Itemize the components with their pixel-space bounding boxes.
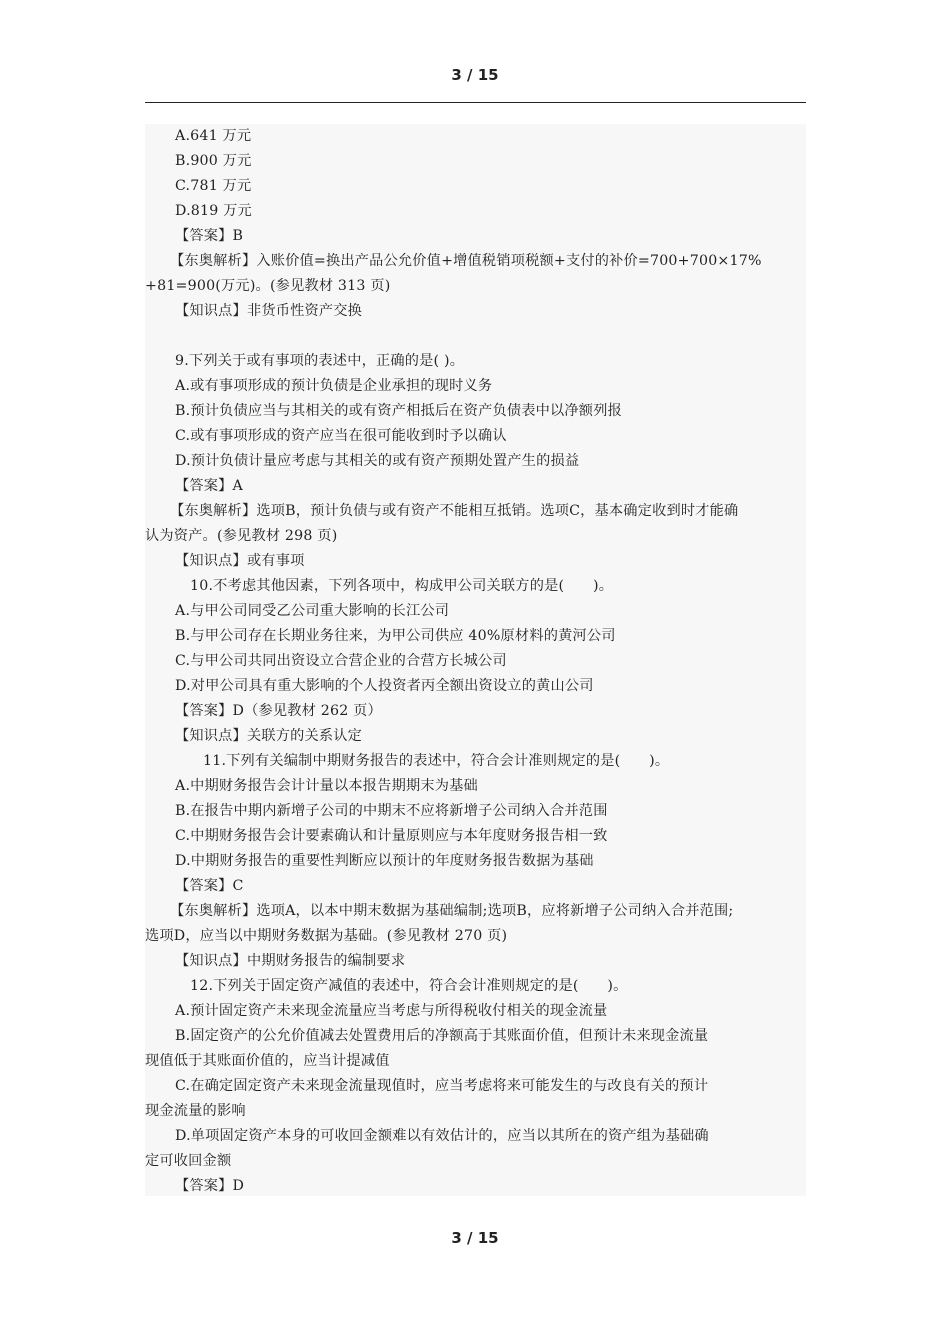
explanation-cont: 选项D，应当以中期财务数据为基础。(参见教材 270 页) <box>145 928 508 944</box>
option-b: B.在报告中期内新增子公司的中期末不应将新增子公司纳入合并范围 <box>175 803 608 819</box>
option-a: A.与甲公司同受乙公司重大影响的长江公司 <box>175 603 450 619</box>
option-c: C.或有事项形成的资产应当在很可能收到时予以确认 <box>175 428 507 444</box>
document-body <box>145 124 806 1196</box>
question-12: 12.下列关于固定资产减值的表述中，符合会计准则规定的是( )。 <box>190 978 628 994</box>
question-10: 10.不考虑其他因素，下列各项中，构成甲公司关联方的是( )。 <box>190 578 614 594</box>
option-b-cont: 现值低于其账面价值的，应当计提减值 <box>145 1053 390 1069</box>
option-c: C.在确定固定资产未来现金流量现值时，应当考虑将来可能发生的与改良有关的预计 <box>175 1078 709 1094</box>
explanation-cont: 认为资产。(参见教材 298 页) <box>145 528 338 544</box>
option-c: C.与甲公司共同出资设立合营企业的合营方长城公司 <box>175 653 507 669</box>
explanation-cont: +81=900(万元)。(参见教材 313 页) <box>145 278 391 294</box>
page-number-top: 3 / 15 <box>451 66 499 84</box>
explanation: 【东奥解析】入账价值=换出产品公允价值+增值税销项税额+支付的补价=700+700×17% <box>170 253 762 269</box>
option-a: A.中期财务报告会计计量以本报告期期末为基础 <box>175 778 478 794</box>
answer: 【答案】D（参见教材 262 页） <box>175 703 382 719</box>
option-d-cont: 定可收回金额 <box>145 1153 232 1169</box>
option-d: D.819 万元 <box>175 203 252 219</box>
header-divider <box>145 102 806 103</box>
question-11: 11.下列有关编制中期财务报告的表述中，符合会计准则规定的是( )。 <box>203 753 670 769</box>
option-d: D.预计负债计量应考虑与其相关的或有资产预期处置产生的损益 <box>175 453 580 469</box>
explanation: 【东奥解析】选项A，以本中期末数据为基础编制;选项B，应将新增子公司纳入合并范围; <box>170 903 734 919</box>
option-a: A.预计固定资产未来现金流量应当考虑与所得税收付相关的现金流量 <box>175 1003 608 1019</box>
option-d: D.中期财务报告的重要性判断应以预计的年度财务报告数据为基础 <box>175 853 594 869</box>
answer: 【答案】B <box>175 228 244 244</box>
option-c: C.中期财务报告会计要素确认和计量原则应与本年度财务报告相一致 <box>175 828 608 844</box>
option-a: A.641 万元 <box>175 128 252 144</box>
explanation: 【东奥解析】选项B，预计负债与或有资产不能相互抵销。选项C，基本确定收到时才能确 <box>170 503 739 519</box>
answer: 【答案】A <box>175 478 243 494</box>
knowledge-point: 【知识点】中期财务报告的编制要求 <box>175 953 406 969</box>
option-a: A.或有事项形成的预计负债是企业承担的现时义务 <box>175 378 493 394</box>
answer: 【答案】C <box>175 878 244 894</box>
option-b: B.预计负债应当与其相关的或有资产相抵后在资产负债表中以净额列报 <box>175 403 622 419</box>
option-d: D.对甲公司具有重大影响的个人投资者丙全额出资设立的黄山公司 <box>175 678 594 694</box>
option-b: B.900 万元 <box>175 153 252 169</box>
option-c-cont: 现金流量的影响 <box>145 1103 246 1119</box>
answer: 【答案】D <box>175 1178 245 1194</box>
knowledge-point: 【知识点】或有事项 <box>175 553 305 569</box>
option-b: B.固定资产的公允价值减去处置费用后的净额高于其账面价值，但预计未来现金流量 <box>175 1028 709 1044</box>
option-b: B.与甲公司存在长期业务往来，为甲公司供应 40%原材料的黄河公司 <box>175 628 616 644</box>
page-number-bottom: 3 / 15 <box>451 1229 499 1247</box>
option-c: C.781 万元 <box>175 178 252 194</box>
knowledge-point: 【知识点】关联方的关系认定 <box>175 728 363 744</box>
knowledge-point: 【知识点】非货币性资产交换 <box>175 303 363 319</box>
question-9: 9.下列关于或有事项的表述中，正确的是( )。 <box>175 353 465 369</box>
option-d: D.单项固定资产本身的可收回金额难以有效估计的，应当以其所在的资产组为基础确 <box>175 1128 709 1144</box>
